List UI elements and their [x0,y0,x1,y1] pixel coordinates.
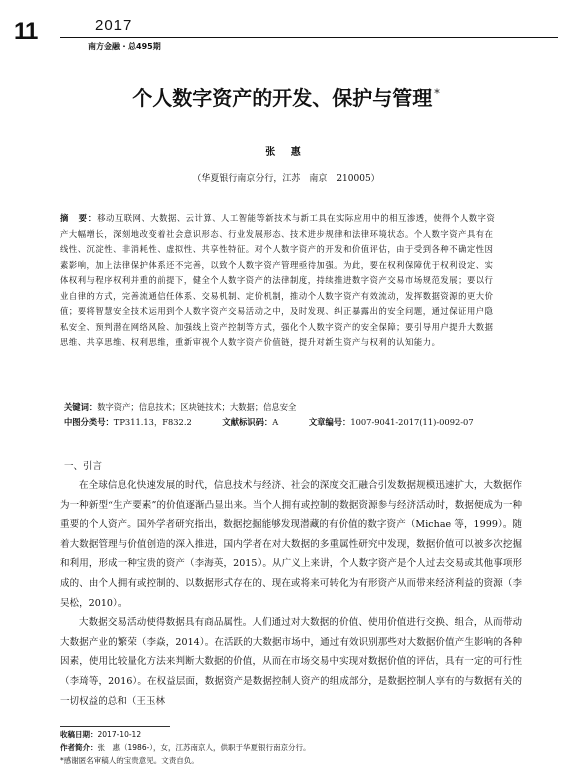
clc-label: 中图分类号： [64,417,114,427]
journal-issue: 南方金融・总495期 [88,42,161,51]
footnote-author [60,742,311,753]
doc-code-label: 文献标识码： [222,417,273,427]
body-text [60,476,522,711]
footnote-thanks: *感谢匿名审稿人的宝贵意见。文责自负。 [60,756,199,765]
header-rule [60,37,558,38]
article-number-value: 1007-9041-2017(11)-0092-07 [350,417,474,427]
keywords-text: 数字资产；信息技术；区块链技术；大数据；信息安全 [97,402,297,412]
article-number-label: 文章编号： [308,417,351,427]
classification-line [64,416,534,428]
abstract [60,211,502,351]
keywords [64,401,296,413]
footnote-received [60,729,141,740]
received-date: 2017-10-12 [97,730,142,739]
paper-title [0,82,572,111]
author-name: 张 惠 [265,147,307,158]
author-bio-label: 作者简介： [60,743,98,752]
abstract-text: 移动互联网、大数据、云计算、人工智能等新技术与新工具在实际应用中的相互渗透，使得个人数字资产大幅增长，深刻地改变着社会意识形态、行业发展形态、技术进步规律和法律环境状态。个人数字资产具有在线性、沉淀性、非消耗性、虚拟性、共享性特征。对个人数字资产的开发和价值评估，由于受到各种不确定性因素影响，加上法律保护体系还不完善，以致个人数字资产管理亟待加强。为此，要在权利保障优于权利设定、实体权利与程序权利并重的前提下，健全个人数字资产的法律制度，持续推进数字资产交易市场规范发展；要以行业自律的方式，完善流通信任体系、交易机制、定价机制，推动个人数字资产有效流动，发挥数据资源的更大价值；要将智慧安全技术运用到个人数字资产交易活动之中，及时发现、纠正暴露出的安全问题，通过保证用户隐私安全、预判潜在网络风险、加强线上资产控制等方式，强化个人数字资产的安全保障；要引导用户提升大数据思维、共享思维、权利思维，重新审视个人数字资产价值链，提升对新生资产与权利的认知能力。 [60,213,496,347]
section-heading: 一、引言 [64,461,103,472]
doc-code-value: A [272,417,279,427]
keywords-label: 关键词： [64,402,98,412]
received-label: 收稿日期： [60,730,98,739]
title-text: 个人数字资产的开发、保护与管理 [132,86,433,110]
abstract-label: 摘 要： [60,213,98,223]
author-bio: 张 惠（1986-），女，江苏南京人，供职于华夏银行南京分行。 [97,743,311,752]
paragraph: 大数据交易活动使得数据具有商品属性。人们通过对大数据的价值、使用价值进行交换、组合，从而带动大数据产业的繁荣（李焱，2014）。在活跃的大数据市场中，通过有效识别那些对大数据价值产生影响的各种因素，使用比较量化方法来判断大数据的价值，从而在市场交易中实现对数据价值的评估，具有一定的可行性（李琦等，2016）。在权益层面，数据资产是数据控制人资产的组成部分，是数据控制人享有的与数据有关的一切权益的总和（王玉林 [60,617,522,707]
page-number: 11 [14,18,38,45]
paragraph: 在全球信息化快速发展的时代，信息技术与经济、社会的深度交汇融合引发数据规模迅速扩大，大数据作为一种新型“生产要素”的价值逐渐凸显出来。当个人拥有或控制的数据资源参与经济活动时，数据便成为一种重要的个人资产。国外学者研究指出，数据挖掘能够发现潜藏的有价值的数字资产（Michae 等，1999）。随着大数据管理与价值创造的深入推进，国内学者在对大数据的多重属性研究中发现，数据价值可以被多次挖掘和利用，形成一种宝贵的资产（李海英，2015）。从广义上来讲，个人数字资产是个人过去交易或其他事项形成的、由个人拥有或控制的、以数据形式存在的、现在或将来可转化为有形资产从而带来经济利益的资源（李吴松，2010）。 [60,480,522,609]
footnote-rule [60,726,170,727]
title-footnote-mark: * [434,87,440,101]
issue-year: 2017 [95,17,133,34]
clc-value: TP311.13，F832.2 [113,417,192,427]
author-affiliation: （华夏银行南京分行，江苏 南京 210005） [192,174,380,184]
